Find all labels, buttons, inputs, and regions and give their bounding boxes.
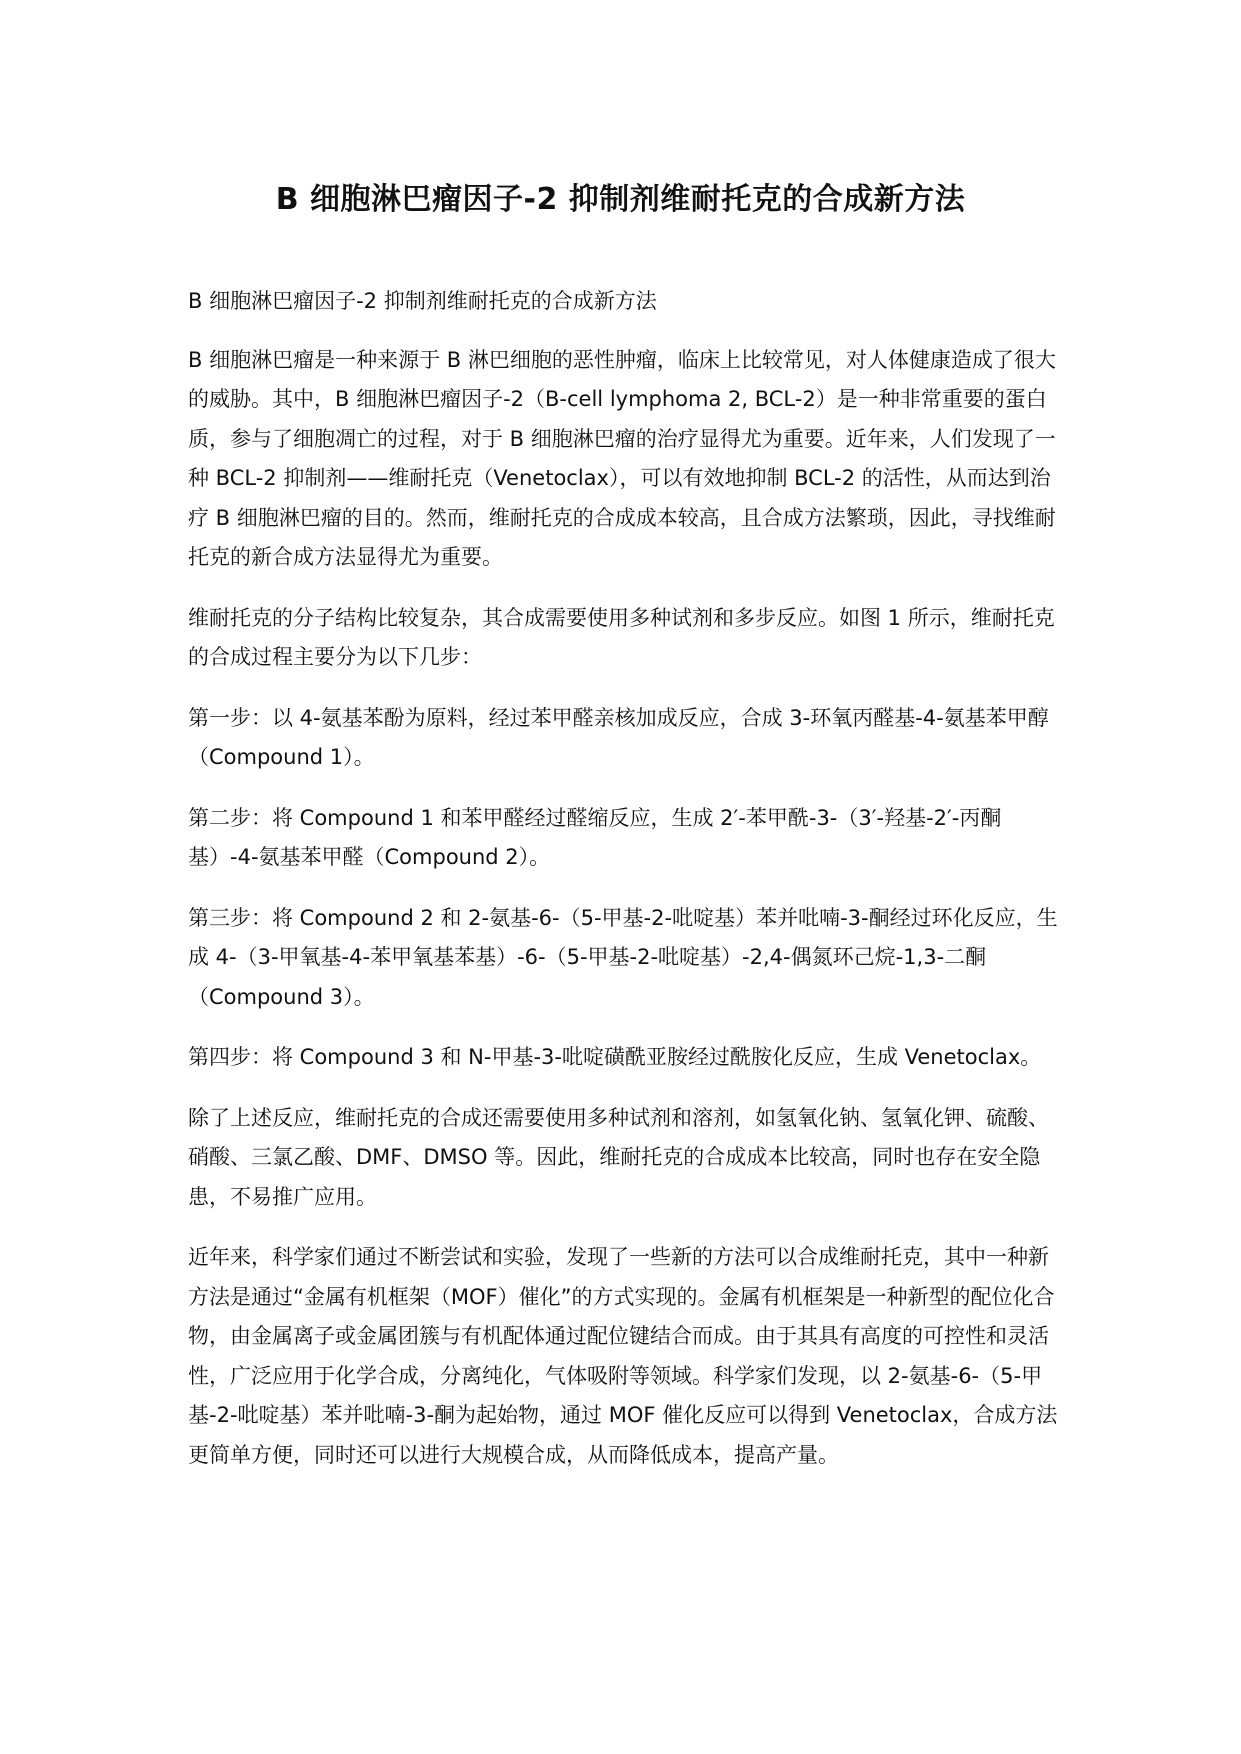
paragraph-step-2: 第二步：将 Compound 1 和苯甲醛经过醛缩反应，生成 2′-苯甲酰-3-（3′-羟基-2′-丙酮基）-4-氨基苯甲醛（Compound 2）。 (188, 805, 1002, 869)
document-subtitle: B 细胞淋巴瘤因子-2 抑制剂维耐托克的合成新方法 (188, 289, 657, 313)
paragraph-step-3: 第三步：将 Compound 2 和 2-氨基-6-（5-甲基-2-吡啶基）苯并吡喃-3-酮经过环化反应，生成 4-（3-甲氧基-4-苯甲氧基苯基）-6-（5-甲基-2-吡啶基）-2,4-偶氮环己烷-1,3-二酮（Compound 3）。 (188, 905, 1058, 1009)
paragraph-step-4: 第四步：将 Compound 3 和 N-甲基-3-吡啶磺酰亚胺经过酰胺化反应，生成 Venetoclax。 (188, 1045, 1042, 1069)
paragraph-synthesis-overview: 维耐托克的分子结构比较复杂，其合成需要使用多种试剂和多步反应。如图 1 所示，维耐托克的合成过程主要分为以下几步： (188, 605, 1055, 669)
document-title: B 细胞淋巴瘤因子-2 抑制剂维耐托克的合成新方法 (275, 182, 966, 217)
paragraph-reagents: 除了上述反应，维耐托克的合成还需要使用多种试剂和溶剂，如氢氧化钠、氢氧化钾、硫酸、硝酸、三氯乙酸、DMF、DMSO 等。因此，维耐托克的合成成本比较高，同时也存在安全隐患，不易推广应用。 (188, 1105, 1049, 1209)
paragraph-mof-method: 近年来，科学家们通过不断尝试和实验，发现了一些新的方法可以合成维耐托克，其中一种新方法是通过“金属有机框架（MOF）催化”的方式实现的。金属有机框架是一种新型的配位化合物，由金属离子或金属团簇与有机配体通过配位键结合而成。由于其具有高度的可控性和灵活性，广泛应用于化学合成，分离纯化，气体吸附等领域。科学家们发现，以 2-氨基-6-（5-甲基-2-吡啶基）苯并吡喃-3-酮为起始物，通过 MOF 催化反应可以得到 Venetoclax，合成方法更简单方便，同时还可以进行大规模合成，从而降低成本，提高产量。 (188, 1245, 1058, 1467)
paragraph-intro: B 细胞淋巴瘤是一种来源于 B 淋巴细胞的恶性肿瘤，临床上比较常见，对人体健康造成了很大的威胁。其中，B 细胞淋巴瘤因子-2（B-cell lymphoma 2, BCL-2）是一种非常重要的蛋白质，参与了细胞凋亡的过程，对于 B 细胞淋巴瘤的治疗显得尤为重要。近年来，人们发现了一种 BCL-2 抑制剂——维耐托克（Venetoclax），可以有效地抑制 BCL-2 的活性，从而达到治疗 B 细胞淋巴瘤的目的。然而，维耐托克的合成成本较高，且合成方法繁琐，因此，寻找维耐托克的新合成方法显得尤为重要。 (188, 347, 1056, 569)
paragraph-step-1: 第一步：以 4-氨基苯酚为原料，经过苯甲醛亲核加成反应，合成 3-环氧丙醛基-4-氨基苯甲醇（Compound 1）。 (188, 705, 1049, 769)
document-body (188, 282, 1068, 1496)
